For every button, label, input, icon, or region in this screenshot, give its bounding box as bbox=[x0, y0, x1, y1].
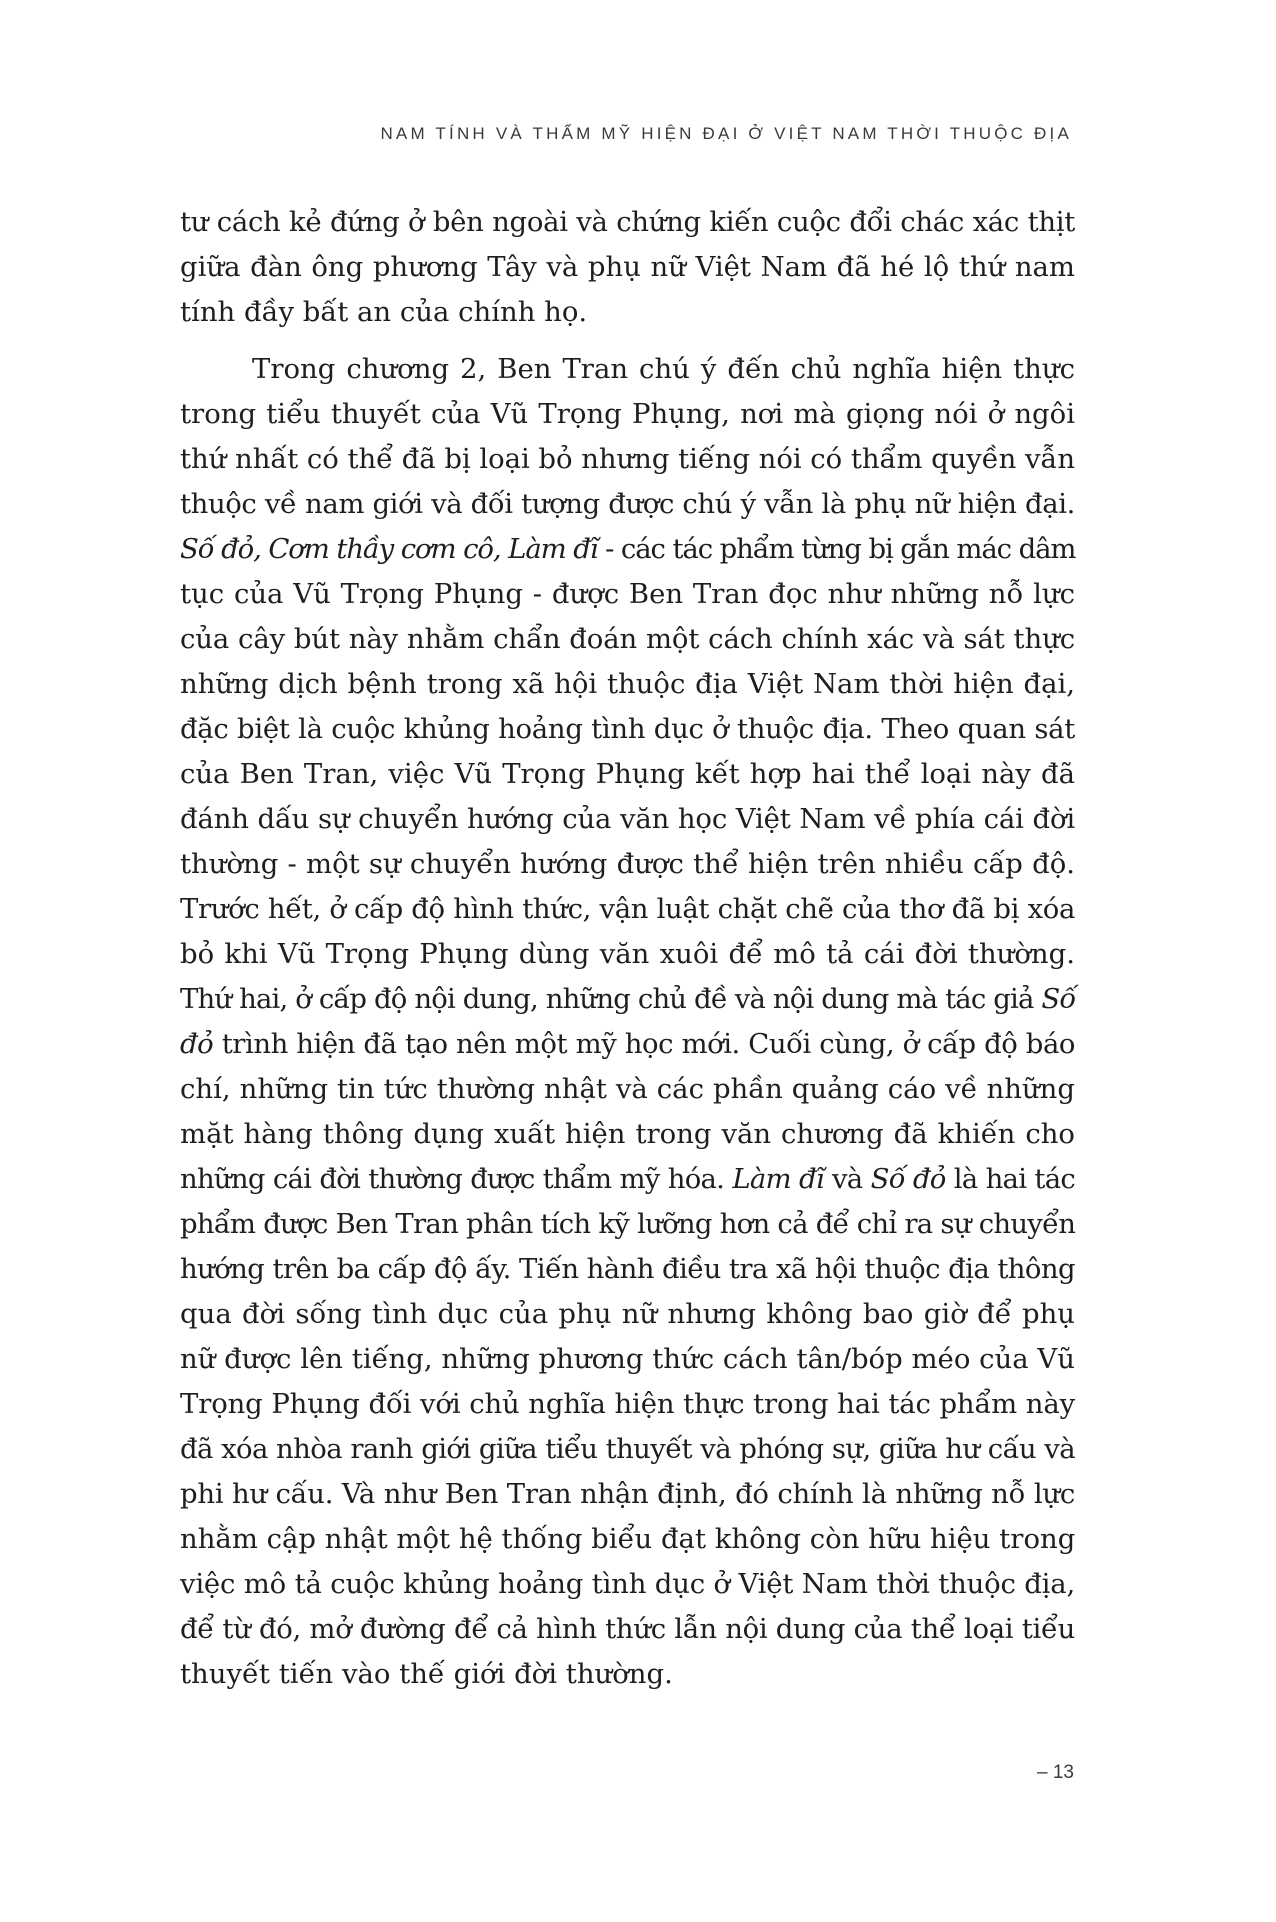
text-run: - các tác phẩm từng bị gắn mác dâm bbox=[597, 533, 1076, 565]
paragraph-2 bbox=[180, 347, 1075, 1697]
book-title: Làm đĩ bbox=[732, 1163, 824, 1195]
text-line: thuyết tiến vào thế giới đời thường. bbox=[180, 1658, 673, 1690]
text-line: thường - một sự chuyển hướng được thể hiện trên nhiều cấp độ. bbox=[180, 848, 1075, 880]
text-run: là hai tác bbox=[945, 1163, 1075, 1195]
text-line: thứ nhất có thể đã bị loại bỏ nhưng tiếng nói có thẩm quyền vẫn bbox=[180, 443, 1075, 475]
page-number: – 13 bbox=[1037, 1762, 1074, 1783]
text-line: phi hư cấu. Và như Ben Tran nhận định, đó chính là những nỗ lực bbox=[180, 1478, 1075, 1510]
text-line: của cây bút này nhằm chẩn đoán một cách chính xác và sát thực bbox=[180, 623, 1075, 655]
text-run: Thứ hai, ở cấp độ nội dung, những chủ đề và nội dung mà tác giả bbox=[180, 983, 1042, 1015]
text-line: đã xóa nhòa ranh giới giữa tiểu thuyết và phóng sự, giữa hư cấu và bbox=[180, 1433, 1075, 1465]
text-run: và bbox=[823, 1163, 871, 1195]
paragraph-1 bbox=[180, 200, 1075, 335]
running-header: NAM TÍNH VÀ THẨM MỸ HIỆN ĐẠI Ở VIỆT NAM THỜI THUỘC ĐỊA bbox=[380, 124, 1072, 143]
text-line: trong tiểu thuyết của Vũ Trọng Phụng, nơi mà giọng nói ở ngôi bbox=[180, 398, 1075, 430]
book-title: Số bbox=[1041, 983, 1076, 1015]
text-line: đánh dấu sự chuyển hướng của văn học Việt Nam về phía cái đời bbox=[180, 803, 1075, 835]
text-line: những dịch bệnh trong xã hội thuộc địa Việt Nam thời hiện đại, bbox=[180, 668, 1075, 700]
text-line: của Ben Tran, việc Vũ Trọng Phụng kết hợp hai thể loại này đã bbox=[180, 758, 1075, 790]
text-line: để từ đó, mở đường để cả hình thức lẫn nội dung của thể loại tiểu bbox=[180, 1613, 1076, 1645]
text-line bbox=[180, 977, 1075, 1022]
text-line bbox=[180, 1022, 1075, 1067]
text-run: những cái đời thường được thẩm mỹ hóa. bbox=[180, 1163, 733, 1195]
text-line: mặt hàng thông dụng xuất hiện trong văn chương đã khiến cho bbox=[180, 1118, 1075, 1150]
text-line: đặc biệt là cuộc khủng hoảng tình dục ở thuộc địa. Theo quan sát bbox=[180, 713, 1075, 745]
text-line: tục của Vũ Trọng Phụng - được Ben Tran đọc như những nỗ lực bbox=[180, 578, 1075, 610]
text-line bbox=[180, 527, 1075, 572]
text-line: qua đời sống tình dục của phụ nữ nhưng không bao giờ để phụ bbox=[180, 1298, 1075, 1330]
book-title: Số đỏ bbox=[870, 1163, 946, 1195]
text-line: giữa đàn ông phương Tây và phụ nữ Việt Nam đã hé lộ thứ nam bbox=[180, 251, 1075, 283]
text-line: bỏ khi Vũ Trọng Phụng dùng văn xuôi để mô tả cái đời thường. bbox=[180, 938, 1075, 970]
text-line bbox=[180, 1157, 1075, 1202]
text-line: nhằm cập nhật một hệ thống biểu đạt không còn hữu hiệu trong bbox=[180, 1523, 1076, 1555]
text-line: tính đầy bất an của chính họ. bbox=[180, 296, 588, 328]
book-title: đỏ bbox=[180, 1028, 214, 1060]
text-line: Trọng Phụng đối với chủ nghĩa hiện thực trong hai tác phẩm này bbox=[180, 1388, 1075, 1420]
text-line: phẩm được Ben Tran phân tích kỹ lưỡng hơn cả để chỉ ra sự chuyển bbox=[180, 1208, 1076, 1240]
text-line: nữ được lên tiếng, những phương thức cách tân/bóp méo của Vũ bbox=[180, 1343, 1075, 1375]
text-line: việc mô tả cuộc khủng hoảng tình dục ở Việt Nam thời thuộc địa, bbox=[180, 1568, 1075, 1600]
text-line: Trong chương 2, Ben Tran chú ý đến chủ nghĩa hiện thực bbox=[252, 353, 1075, 385]
text-line: tư cách kẻ đứng ở bên ngoài và chứng kiến cuộc đổi chác xác thịt bbox=[180, 206, 1075, 238]
text-line: chí, những tin tức thường nhật và các phần quảng cáo về những bbox=[180, 1073, 1075, 1105]
text-line: thuộc về nam giới và đối tượng được chú ý vẫn là phụ nữ hiện đại. bbox=[180, 488, 1075, 520]
text-line: hướng trên ba cấp độ ấy. Tiến hành điều tra xã hội thuộc địa thông bbox=[180, 1253, 1075, 1285]
book-titles: Số đỏ, Cơm thầy cơm cô, Làm đĩ bbox=[180, 533, 598, 565]
text-run: trình hiện đã tạo nên một mỹ học mới. Cuối cùng, ở cấp độ báo bbox=[213, 1028, 1075, 1060]
body-text bbox=[180, 200, 1075, 1697]
text-line: Trước hết, ở cấp độ hình thức, vận luật chặt chẽ của thơ đã bị xóa bbox=[180, 893, 1075, 925]
